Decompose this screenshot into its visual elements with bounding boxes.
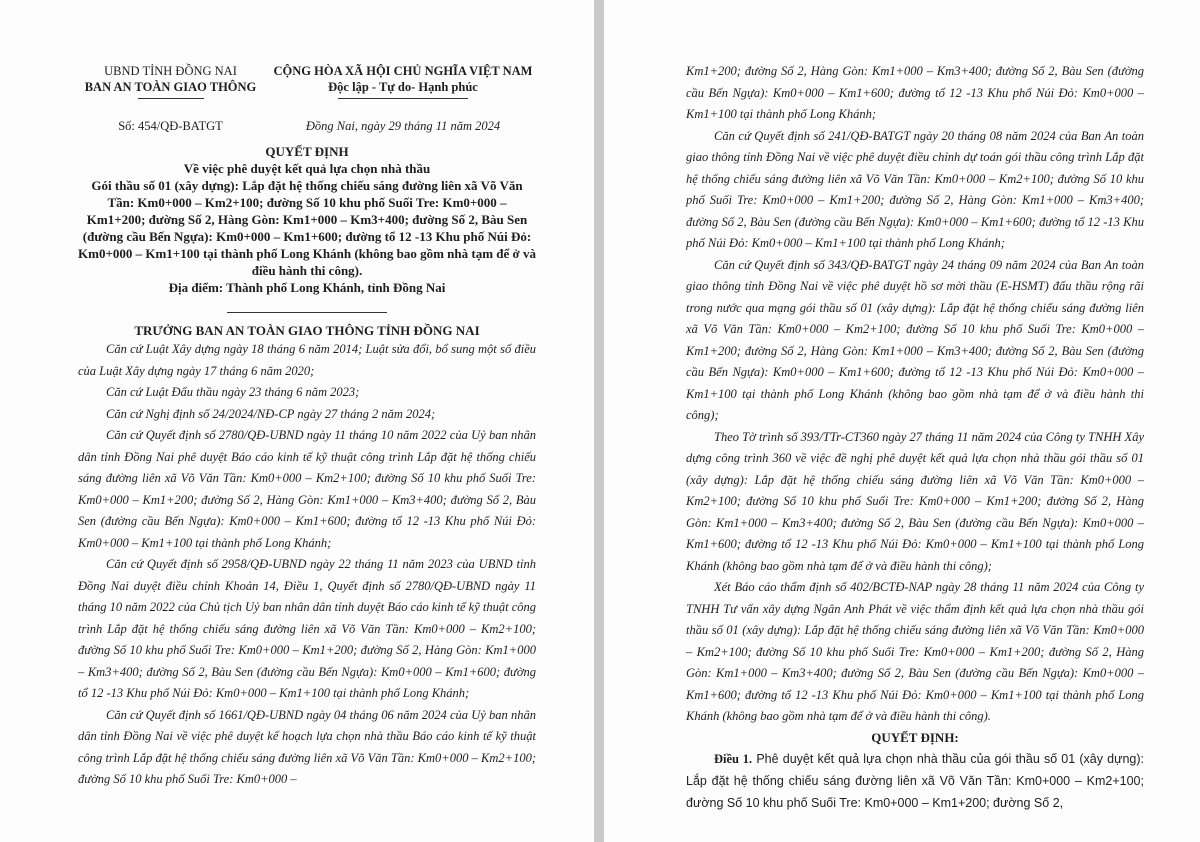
document-number: Số: 454/QĐ-BATGT xyxy=(118,119,223,133)
document-page-left xyxy=(0,0,594,842)
document-page-right xyxy=(604,0,1200,842)
legal-basis-paragraph: Căn cứ Nghị định số 24/2024/NĐ-CP ngày 27 tháng 2 năm 2024; xyxy=(106,406,436,421)
legal-basis-paragraph: Căn cứ Quyết định số 241/QĐ-BATGT ngày 20 tháng 08 năm 2024 của Ban An toàn giao thông tỉnh Đồng Nai về việc phê duyệt điều chỉnh dự toán gói thầu công trình Lắp đặt hệ thống chiếu sáng đường liên xã Võ Văn Tần: Km0+000 – Km2+100; đường Số 10 khu phố Suối Tre: Km0+000 – Km1+200; đường Số 2, Hàng Gòn: Km1+000 – Km3+400; đường Số 2, Bàu Sen (đường cầu Bến Ngựa): Km0+000 – Km1+600; đường tổ 12 -13 Khu phố Núi Đỏ: Km0+000 – Km1+100 tại thành phố Long Khánh; xyxy=(686,128,1144,250)
national-title-block xyxy=(268,63,538,134)
place-and-date: Đồng Nai, ngày 29 tháng 11 năm 2024 xyxy=(305,119,501,133)
document-header xyxy=(78,63,536,143)
agency-name: BAN AN TOÀN GIAO THÔNG xyxy=(84,80,257,94)
issuing-authority: TRƯỞNG BAN AN TOÀN GIAO THÔNG TỈNH ĐỒNG NAI xyxy=(134,323,480,338)
legal-basis-paragraph: Căn cứ Luật Đấu thầu ngày 23 tháng 6 năm 2023; xyxy=(106,385,360,399)
country-name: CỘNG HÒA XÃ HỘI CHỦ NGHĨA VIỆT NAM xyxy=(273,64,533,78)
document-title: QUYẾT ĐỊNH xyxy=(265,144,349,159)
legal-basis-paragraph: Căn cứ Quyết định số 2780/QĐ-UBND ngày 11 tháng 10 năm 2022 của Uỷ ban nhân dân tỉnh Đồng Nai phê duyệt Báo cáo kinh tế kỹ thuật công trình Lắp đặt hệ thống chiếu sáng đường liên xã Võ Văn Tần: Km0+000 – Km2+100; đường Số 10 khu phố Suối Tre: Km0+000 – Km1+200; đường Số 2, Hàng Gòn: Km1+000 – Km3+400; đường Số 2, Bàu Sen (đường cầu Bến Ngựa): Km0+000 – Km1+600; đường tổ 12 -13 Khu phố Núi Đỏ: Km0+000 – Km1+100 tại thành phố Long Khánh; xyxy=(78,428,536,550)
motto-underline xyxy=(338,98,468,99)
subject-line: Về việc phê duyệt kết quả lựa chọn nhà thầu xyxy=(183,161,431,176)
agency-underline xyxy=(138,98,204,99)
legal-basis-paragraph: Căn cứ Luật Xây dựng ngày 18 tháng 6 năm 2014; Luật sửa đổi, bổ sung một số điều của Luật Xây dựng ngày 17 tháng 6 năm 2020; xyxy=(78,342,536,378)
agency-parent: UBND TỈNH ĐỒNG NAI xyxy=(104,64,237,78)
legal-basis-paragraph: Xét Báo cáo thẩm định số 402/BCTĐ-NAP ngày 28 tháng 11 năm 2024 của Công ty TNHH Tư vấn xây dựng Ngân Anh Phát về việc thẩm định kết quả lựa chọn nhà thầu gói thầu số 01 (xây dựng): Lắp đặt hệ thống chiếu sáng đường liên xã Võ Văn Tần: Km0+000 – Km2+100; đường Số 10 khu phố Suối Tre: Km0+000 – Km1+200; đường Số 2, Hàng Gòn: Km1+000 – Km3+400; đường Số 2, Bàu Sen (đường cầu Bến Ngựa): Km0+000 – Km1+600; đường tổ 12 -13 Khu phố Núi Đỏ: Km0+000 – Km1+100 tại thành phố Long Khánh (không bao gồm nhà tạm để ở và điều hành thi công). xyxy=(686,580,1144,723)
decision-heading: QUYẾT ĐỊNH: xyxy=(871,729,959,745)
article-1-label: Điều 1. xyxy=(714,751,753,766)
location-line: Địa điểm: Thành phố Long Khánh, tỉnh Đồng Nai xyxy=(168,280,446,295)
legal-basis-paragraph: Căn cứ Quyết định số 1661/QĐ-UBND ngày 04 tháng 06 năm 2024 của Uỷ ban nhân dân tỉnh Đồng Nai về việc phê duyệt kế hoạch lựa chọn nhà thầu Báo cáo kinh tế kỹ thuật công trình Lắp đặt hệ thống chiếu sáng đường liên xã Võ Văn Tần: Km0+000 – Km2+100; đường Số 10 khu phố Suối Tre: Km0+000 – xyxy=(78,707,536,786)
package-description: Gói thầu số 01 (xây dựng): Lắp đặt hệ thống chiếu sáng đường liên xã Võ Văn Tần: Km0+000 – Km2+100; đường Số 10 khu phố Suối Tre: Km0+000 – Km1+200; đường Số 2, Hàng Gòn: Km1+000 – Km3+400; đường Số 2, Bàu Sen (đường cầu Bến Ngựa): Km0+000 – Km1+600; đường tổ 12 -13 Khu phố Núi Đỏ: Km0+000 – Km1+100 tại thành phố Long Khánh (không bao gồm nhà tạm để ở và điều hành thi công). xyxy=(78,178,536,278)
legal-basis-paragraph: Căn cứ Quyết định số 343/QĐ-BATGT ngày 24 tháng 09 năm 2024 của Ban An toàn giao thông tỉnh Đồng Nai về việc phê duyệt hồ sơ mời thầu (E-HSMT) đấu thầu rộng rãi trong nước qua mạng gói thầu số 01 (xây dựng): Lắp đặt hệ thống chiếu sáng đường liên xã Võ Văn Tần: Km0+000 – Km2+100; đường Số 10 khu phố Suối Tre: Km0+000 – Km1+200; đường Số 2, Hàng Gòn: Km1+000 – Km3+400; đường Số 2, Bàu Sen (đường cầu Bến Ngựa): Km0+000 – Km1+600; đường tổ 12 -13 Khu phố Núi Đỏ: Km0+000 – Km1+100 tại thành phố Long Khánh (không bao gồm nhà tạm để ở và điều hành thi công); xyxy=(686,257,1144,422)
legal-basis-paragraph: Căn cứ Quyết định số 2958/QĐ-UBND ngày 22 tháng 11 năm 2023 của UBND tỉnh Đồng Nai duyệt điều chỉnh Khoản 14, Điều 1, Quyết định số 2780/QĐ-UBND ngày 11 tháng 10 năm 2022 của Chủ tịch Uỷ ban nhân dân tỉnh duyệt Báo cáo kinh tế kỹ thuật công trình Lắp đặt hệ thống chiếu sáng đường liên xã Võ Văn Tần: Km0+000 – Km2+100; đường Số 10 khu phố Suối Tre: Km0+000 – Km1+200; đường Số 2, Hàng Gòn: Km1+000 – Km3+400; đường Số 2, Bàu Sen (đường cầu Bến Ngựa): Km0+000 – Km1+600; đường tổ 12 -13 Khu phố Núi Đỏ: Km0+000 – Km1+100 tại thành phố Long Khánh; xyxy=(78,557,536,700)
legal-basis-continued: Km1+200; đường Số 2, Hàng Gòn: Km1+000 – Km3+400; đường Số 2, Bàu Sen (đường cầu Bến Ngựa): Km0+000 – Km1+600; đường tổ 12 -13 Khu phố Núi Đỏ: Km0+000 – Km1+100 tại thành phố Long Khánh; xyxy=(686,64,1144,121)
issuing-agency-block xyxy=(78,63,263,134)
subject-underline xyxy=(227,312,387,313)
national-motto: Độc lập - Tự do- Hạnh phúc xyxy=(328,80,478,94)
article-1-text: Phê duyệt kết quả lựa chọn nhà thầu của gói thầu số 01 (xây dựng): Lắp đặt hệ thống chiếu sáng đường liên xã Võ Văn Tần: Km0+000 – Km2+100; đường Số 10 khu phố Suối Tre: Km0+000 – Km1+200; đường Số 2, xyxy=(686,751,1144,810)
legal-basis-paragraph: Theo Tờ trình số 393/TTr-CT360 ngày 27 tháng 11 năm 2024 của Công ty TNHH Xây dựng công trình 360 về việc đề nghị phê duyệt kết quả lựa chọn nhà thầu gói thầu số 01 (xây dựng): Lắp đặt hệ thống chiếu sáng đường liên xã Võ Văn Tần: Km0+000 – Km2+100; đường Số 10 khu phố Suối Tre: Km0+000 – Km1+200; đường Số 2, Hàng Gòn: Km1+000 – Km3+400; đường Số 2, Bàu Sen (đường cầu Bến Ngựa): Km0+000 – Km1+600; đường tổ 12 -13 Khu phố Núi Đỏ: Km0+000 – Km1+100 tại thành phố Long Khánh (không bao gồm nhà tạm để ở và điều hành thi công); xyxy=(686,429,1144,573)
article-1 xyxy=(686,748,1144,814)
